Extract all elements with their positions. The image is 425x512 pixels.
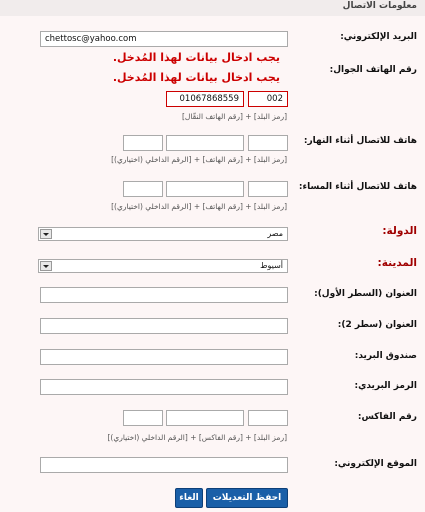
mobile-label: رقم الهاتف الجوال:: [329, 65, 417, 75]
email-field[interactable]: chettosc@yahoo.com: [40, 31, 288, 47]
country-select[interactable]: [38, 227, 288, 241]
section-header: [0, 0, 425, 17]
website-label: الموقع الإلكتروني:: [334, 459, 417, 469]
save-button[interactable]: احفظ التعديلات: [206, 488, 288, 508]
cancel-button[interactable]: الغاء: [175, 488, 203, 508]
chevron-down-icon[interactable]: [40, 229, 52, 239]
day-phone-ext-field[interactable]: [123, 135, 163, 151]
country-label: الدولة:: [382, 225, 417, 237]
address1-label: العنوان (السطر الأول):: [314, 289, 417, 299]
day-phone-code-field[interactable]: [248, 135, 288, 151]
eve-phone-hint: [رمز البلد] + [رقم الهاتف] + [الرقم الداخلي (اختياري)]: [111, 202, 287, 211]
fax-hint: [رمز البلد] + [رقم الفاكس] + [الرقم الداخلي (اختياري)]: [107, 433, 287, 442]
eve-phone-ext-field[interactable]: [123, 181, 163, 197]
chevron-down-icon[interactable]: [40, 261, 52, 271]
contact-form: [0, 16, 425, 512]
mobile-hint: [رمز البلد] + [رقم الهاتف النقّال]: [181, 112, 287, 121]
address2-field[interactable]: [40, 318, 288, 334]
error-message: يجب ادخال بيانات لهذا المُدخل.: [112, 51, 280, 64]
country-select-value: مصر: [267, 229, 283, 238]
day-phone-label: هاتف للاتصال أثناء النهار:: [303, 136, 417, 146]
fax-number-field[interactable]: [166, 410, 244, 426]
eve-phone-code-field[interactable]: [248, 181, 288, 197]
address2-label: العنوان (سطر 2):: [337, 320, 417, 330]
website-field[interactable]: [40, 457, 288, 473]
fax-label: رقم الفاكس:: [357, 412, 417, 422]
pobox-label: صندوق البريد:: [354, 351, 417, 361]
email-label: البريد الإلكتروني:: [340, 32, 417, 42]
city-label: المدينة:: [377, 257, 417, 269]
section-title: معلومات الاتصال: [342, 1, 417, 11]
pobox-field[interactable]: [40, 349, 288, 365]
zip-label: الرمز البريدي:: [354, 381, 417, 391]
mobile-code-field[interactable]: 002: [248, 91, 288, 107]
error-message: يجب ادخال بيانات لهذا المُدخل.: [112, 71, 280, 84]
fax-ext-field[interactable]: [123, 410, 163, 426]
fax-code-field[interactable]: [248, 410, 288, 426]
eve-phone-number-field[interactable]: [166, 181, 244, 197]
mobile-number-field[interactable]: 01067868559: [166, 91, 244, 107]
address1-field[interactable]: [40, 287, 288, 303]
day-phone-hint: [رمز البلد] + [رقم الهاتف] + [الرقم الداخلي (اختياري)]: [111, 155, 287, 164]
day-phone-number-field[interactable]: [166, 135, 244, 151]
city-select-value: أسيوط: [260, 261, 283, 270]
eve-phone-label: هاتف للاتصال أثناء المساء:: [298, 182, 417, 192]
zip-field[interactable]: [40, 379, 288, 395]
city-select[interactable]: [38, 259, 288, 273]
